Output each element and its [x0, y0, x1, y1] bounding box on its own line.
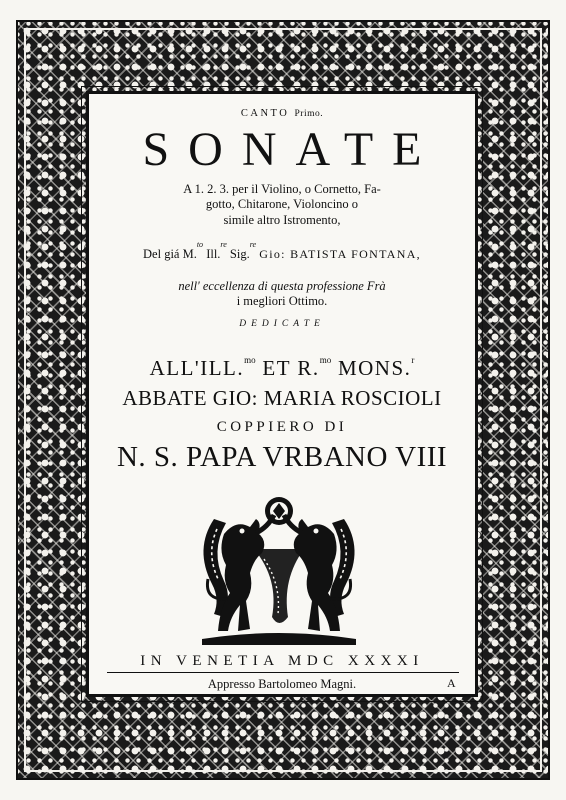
- pope-line: N. S. PAPA VRBANO VIII: [116, 441, 448, 473]
- page-title: SONATE: [142, 123, 441, 176]
- description-line-3: simile altro Istromento,: [223, 213, 341, 227]
- dedicate-heading: DEDICATE: [239, 319, 325, 329]
- canto-label: CANTO: [240, 108, 290, 119]
- composer-sup-2: re: [220, 240, 227, 249]
- composer-name: Gio: BATISTA FONTANA,: [259, 247, 421, 261]
- imprint-rule: [107, 672, 459, 673]
- dedication-sup-2: mo: [319, 355, 332, 365]
- title-panel: [86, 91, 478, 697]
- dedication-line: [89, 356, 475, 381]
- printer-device-lions-icon: [184, 489, 374, 649]
- composer-line: [89, 240, 475, 262]
- composer-sig: Sig.: [229, 247, 250, 261]
- composer-sup-3: re: [249, 240, 257, 249]
- dedication-part-b: ET R.: [262, 356, 320, 380]
- dedication-part-a: ALL'ILL.: [149, 356, 245, 380]
- office-line: COPPIERO DI: [216, 419, 348, 435]
- description-line-2: gotto, Chitarone, Violoncino o: [205, 197, 359, 211]
- dedication-part-c: MONS.: [337, 356, 412, 380]
- imprint-line: IN VENETIA MDC XXXXI: [140, 653, 424, 669]
- composer-mid: Ill.: [206, 247, 221, 261]
- dedicatee-name: ABBATE GIO: MARIA ROSCIOLI: [122, 386, 442, 410]
- publisher-line: Appresso Bartolomeo Magni.: [207, 677, 357, 691]
- description-line-1: A 1. 2. 3. per il Violino, o Cornetto, Fa-: [183, 182, 381, 196]
- dedication-sup-3: r: [411, 355, 415, 365]
- part-name: [89, 108, 475, 119]
- praise-line-2: i megliori Ottimo.: [236, 294, 328, 308]
- primo-label: Primo.: [294, 109, 324, 119]
- signature-mark: A: [447, 676, 456, 690]
- praise-line-1: nell' eccellenza di questa professione Frà: [178, 279, 386, 293]
- composer-prefix: Del giá M.: [143, 247, 197, 261]
- dedication-sup-1: mo: [244, 355, 256, 365]
- composer-sup-1: to: [196, 240, 204, 249]
